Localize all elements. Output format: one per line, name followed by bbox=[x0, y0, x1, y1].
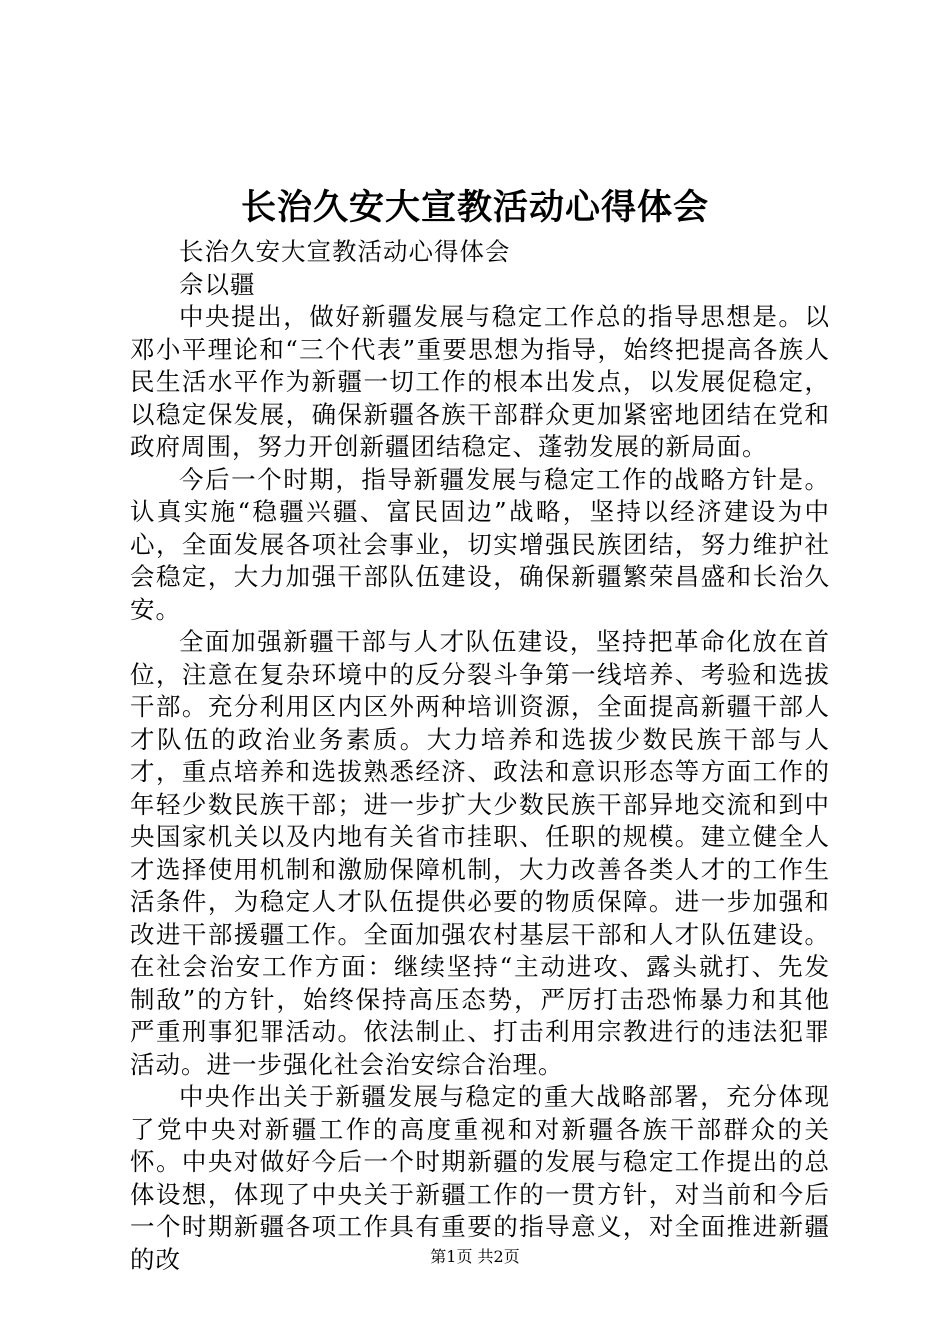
subtitle-line: 长治久安大宣教活动心得体会 bbox=[179, 237, 511, 266]
document-body bbox=[130, 236, 830, 1276]
author-line: 佘以疆 bbox=[179, 269, 256, 299]
page-number-footer: 第1页 共2页 bbox=[430, 1247, 520, 1266]
paragraph: 中央提出，做好新疆发展与稳定工作总的指导思想是。以邓小平理论和“三个代表”重要思想为指导，始终把提高各族人民生活水平作为新疆一切工作的根本出发点，以发展促稳定，以稳定保发展，确保新疆各族干部群众更加紧密地团结在党和政府周围，努力开创新疆团结稳定、蓬勃发展的新局面。 bbox=[130, 302, 830, 461]
document-title: 长治久安大宣教活动心得体会 bbox=[240, 188, 709, 228]
paragraph: 全面加强新疆干部与人才队伍建设，坚持把革命化放在首位，注意在复杂环境中的反分裂斗争第一线培养、考验和选拔干部。充分利用区内区外两种培训资源，全面提高新疆干部人才队伍的政治业务素质。大力培养和选拔少数民族干部与人才，重点培养和选拔熟悉经济、政法和意识形态等方面工作的年轻少数民族干部；进一步扩大少数民族干部异地交流和到中央国家机关以及内地有关省市挂职、任职的规模。建立健全人才选择使用机制和激励保障机制，大力改善各类人才的工作生活条件，为稳定人才队伍提供必要的物质保障。进一步加强和改进干部援疆工作。全面加强农村基层干部和人才队伍建设。在社会治安工作方面：继续坚持“主动进攻、露头就打、先发制敌”的方针，始终保持高压态势，严厉打击恐怖暴力和其他严重刑事犯罪活动。依法制止、打击利用宗教进行的违法犯罪活动。进一步强化社会治安综合治理。 bbox=[130, 627, 830, 1079]
paragraph: 今后一个时期，指导新疆发展与稳定工作的战略方针是。认真实施“稳疆兴疆、富民固边”战略，坚持以经济建设为中心，全面发展各项社会事业，切实增强民族团结，努力维护社会稳定，大力加强干部队伍建设，确保新疆繁荣昌盛和长治久安。 bbox=[130, 464, 830, 624]
paragraph: 中央作出关于新疆发展与稳定的重大战略部署，充分体现了党中央对新疆工作的高度重视和对新疆各族干部群众的关怀。中央对做好今后一个时期新疆的发展与稳定工作提出的总体设想，体现了中央关于新疆工作的一贯方针，对当前和今后一个时期新疆各项工作具有重要的指导意义，对全面推进新疆的改 bbox=[130, 1082, 830, 1274]
